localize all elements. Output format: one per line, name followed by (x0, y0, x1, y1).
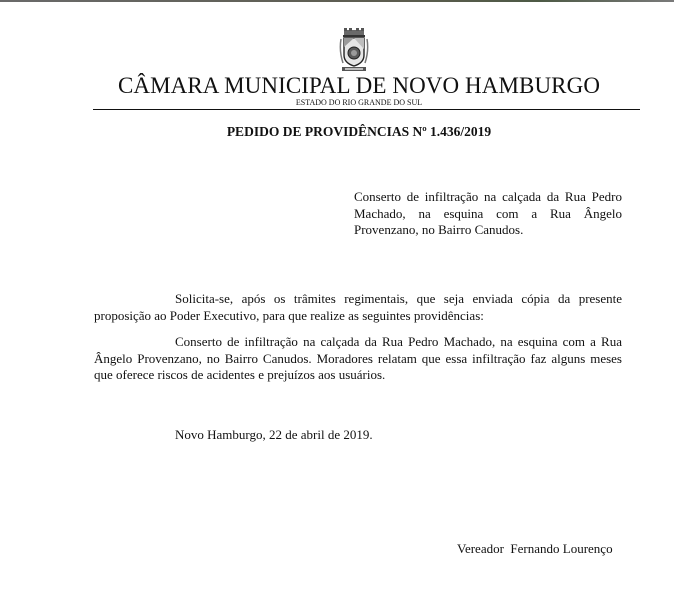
document-title: PEDIDO DE PROVIDÊNCIAS Nº 1.436/2019 (226, 124, 492, 139)
signature-line: Vereador Fernando Lourenço (457, 541, 613, 556)
coat-of-arms-icon (339, 27, 369, 73)
institution-name: CÂMARA MUNICIPAL DE NOVO HAMBURGO (117, 73, 601, 98)
document-summary: Conserto de infiltração na calçada da Rua Pedro Machado, na esquina com a Rua Ângelo Provenzano, no Bairro Canudos. (354, 189, 622, 237)
body-paragraph-details: Conserto de infiltração na calçada da Rua Pedro Machado, na esquina com a Rua Ângelo Provenzano, no Bairro Canudos. Moradores relatam que essa infiltração faz alguns meses que oferece riscos de acidentes e prejuízos aos usuários. (94, 334, 622, 382)
place-and-date: Novo Hamburgo, 22 de abril de 2019. (175, 427, 373, 442)
window-top-edge (0, 0, 674, 2)
body-paragraph-request: Solicita-se, após os trâmites regimentais, que seja enviada cópia da presente proposição ao Poder Executivo, para que realize as seguintes providências: (94, 291, 622, 323)
state-name: ESTADO DO RIO GRANDE DO SUL (295, 98, 423, 107)
header-divider (93, 109, 640, 110)
